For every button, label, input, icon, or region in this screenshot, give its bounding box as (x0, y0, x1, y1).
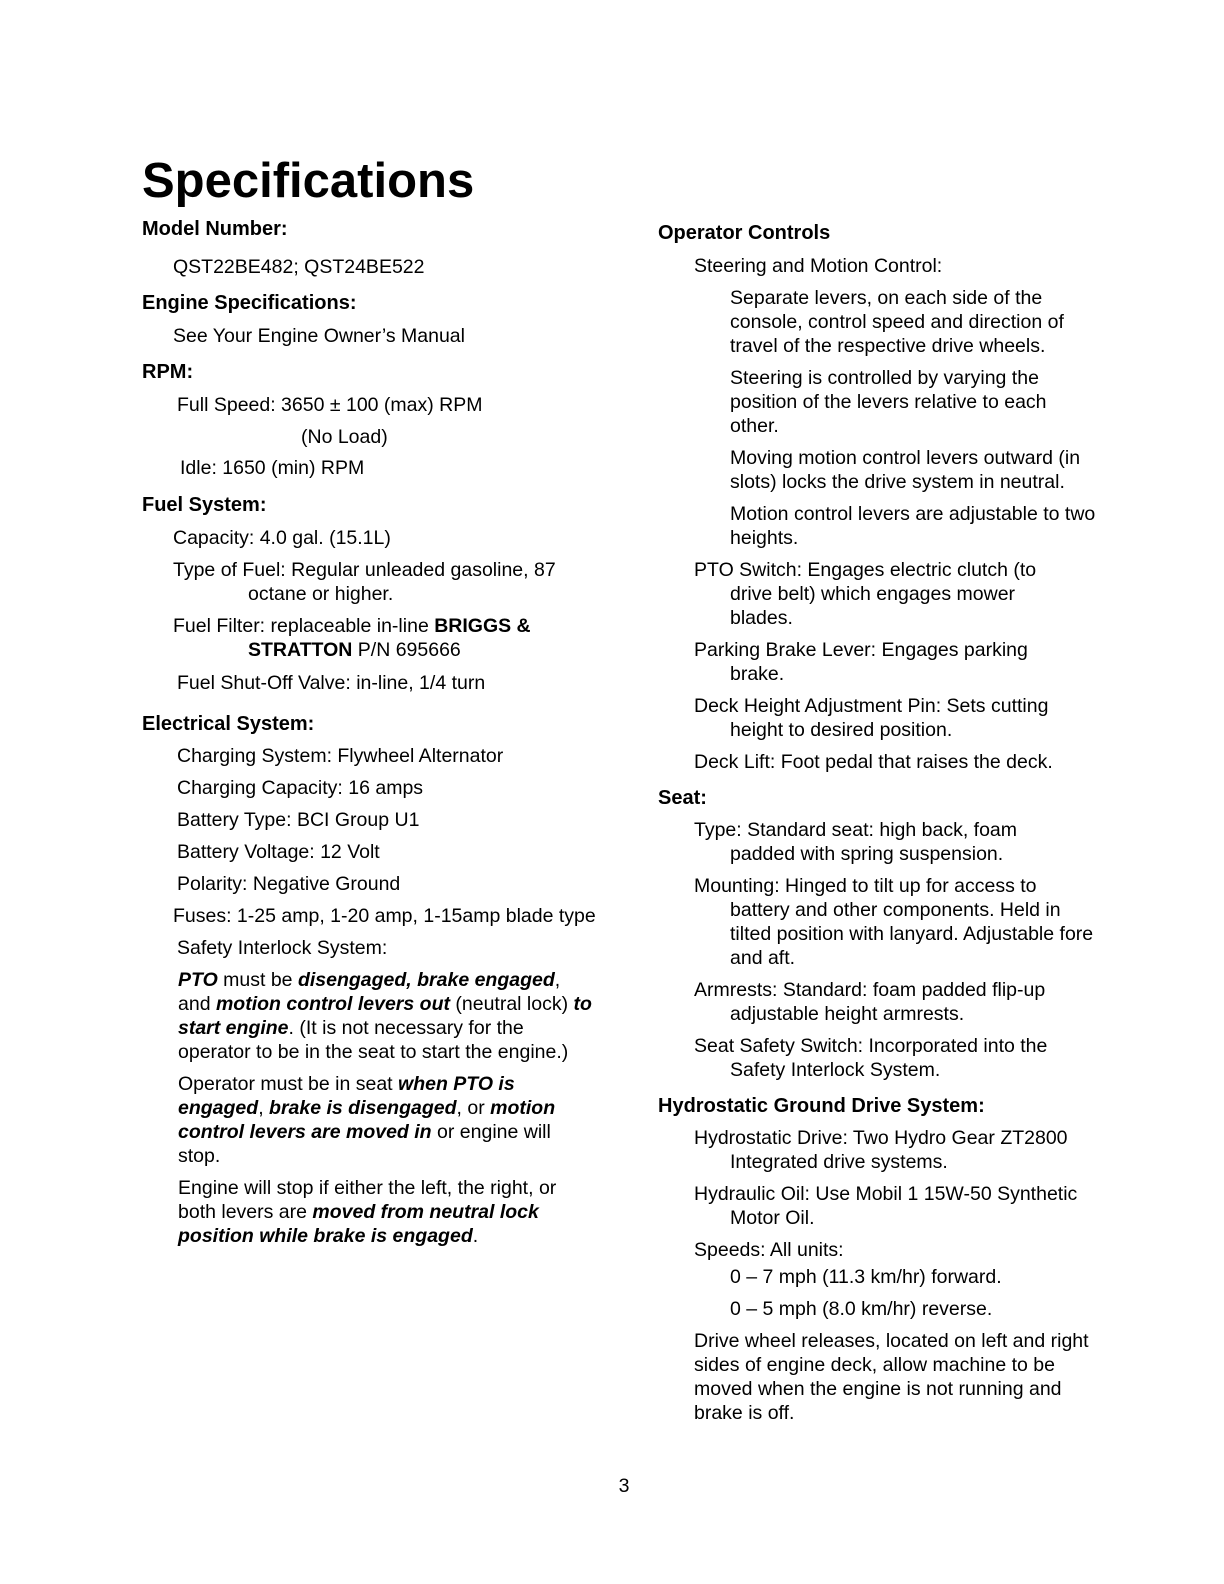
hydrostatic-drive: Hydrostatic Drive: Two Hydro Gear ZT2800 Integrated drive systems. (694, 1127, 1068, 1173)
polarity: Polarity: Negative Ground (177, 873, 401, 895)
drive-wheel-releases: Drive wheel releases, located on left and right sides of engine deck, allow machine to be moved when the engine is not running and brake is off. (694, 1330, 1089, 1424)
fuel-type: Type of Fuel: Regular unleaded gasoline, 87 octane or higher. (173, 559, 556, 605)
safety-paragraph-operator: Operator must be in seat when PTO is engaged, brake is disengaged, or motion control levers are moved in or engine will stop. (178, 1073, 556, 1167)
steering-item-2: Steering is controlled by varying the position of the levers relative to each other. (730, 367, 1047, 437)
model-value: QST22BE482; QST24BE522 (173, 256, 425, 278)
safety-paragraph-start: PTO must be disengaged, brake engaged, and motion control levers out (neutral lock) to start engine. (It is not necessary for the operator to be in the seat to start the engine.) (178, 969, 592, 1063)
seat-mounting: Mounting: Hinged to tilt up for access to battery and other components. Held in tilted position with lanyard. Adjustable fore and aft. (694, 875, 1094, 969)
hydrostatic-heading: Hydrostatic Ground Drive System: (658, 1095, 985, 1117)
model-heading: Model Number: (142, 218, 288, 240)
speeds-label: Speeds: All units: (694, 1239, 844, 1261)
safety-paragraph-levers: Engine will stop if either the left, the right, or both levers are moved from neutral lock position while brake is engaged. (178, 1177, 557, 1247)
deck-height-pin: Deck Height Adjustment Pin: Sets cutting height to desired position. (694, 695, 1049, 741)
rpm-heading: RPM: (142, 361, 194, 383)
deck-lift: Deck Lift: Foot pedal that raises the deck. (694, 751, 1053, 773)
seat-heading: Seat: (658, 787, 707, 809)
rpm-idle: Idle: 1650 (min) RPM (180, 457, 365, 479)
page-number: 3 (618, 1475, 630, 1497)
hydraulic-oil: Hydraulic Oil: Use Mobil 1 15W-50 Synthetic Motor Oil. (694, 1183, 1078, 1229)
fuel-capacity: Capacity: 4.0 gal. (15.1L) (173, 527, 391, 549)
engine-value: See Your Engine Owner’s Manual (173, 325, 465, 347)
right-column (658, 212, 1128, 1425)
speed-forward: 0 – 7 mph (11.3 km/hr) forward. (730, 1266, 1002, 1288)
speed-reverse: 0 – 5 mph (8.0 km/hr) reverse. (730, 1298, 993, 1320)
armrests: Armrests: Standard: foam padded flip-up adjustable height armrests. (694, 979, 1046, 1025)
steering-item-1: Separate levers, on each side of the console, control speed and direction of travel of the respective drive wheels. (730, 287, 1064, 357)
charging-system: Charging System: Flywheel Alternator (177, 745, 504, 767)
engine-heading: Engine Specifications: (142, 292, 357, 314)
operator-controls-heading: Operator Controls (658, 222, 831, 244)
steering-label: Steering and Motion Control: (694, 255, 943, 277)
safety-interlock-label: Safety Interlock System: (177, 937, 388, 959)
pto-switch: PTO Switch: Engages electric clutch (to drive belt) which engages mower blades. (694, 559, 1037, 629)
page-title: Specifications (142, 154, 475, 208)
battery-type: Battery Type: BCI Group U1 (177, 809, 420, 831)
fuel-heading: Fuel System: (142, 494, 267, 516)
battery-voltage: Battery Voltage: 12 Volt (177, 841, 380, 863)
left-column (142, 212, 612, 1248)
electrical-heading: Electrical System: (142, 713, 315, 735)
steering-item-4: Motion control levers are adjustable to two heights. (730, 503, 1096, 549)
seat-safety-switch: Seat Safety Switch: Incorporated into the Safety Interlock System. (694, 1035, 1048, 1081)
fuses: Fuses: 1-25 amp, 1-20 amp, 1-15amp blade type (173, 905, 596, 927)
rpm-no-load: (No Load) (301, 426, 388, 448)
fuel-filter: Fuel Filter: replaceable in-line BRIGGS & STRATTON P/N 695666 (173, 615, 531, 661)
fuel-shutoff: Fuel Shut-Off Valve: in-line, 1/4 turn (177, 672, 486, 694)
parking-brake-lever: Parking Brake Lever: Engages parking brake. (694, 639, 1028, 685)
charging-capacity: Charging Capacity: 16 amps (177, 777, 424, 799)
rpm-full-speed: Full Speed: 3650 ± 100 (max) RPM (177, 394, 483, 416)
steering-item-3: Moving motion control levers outward (in slots) locks the drive system in neutral. (730, 447, 1081, 493)
seat-type: Type: Standard seat: high back, foam padded with spring suspension. (694, 819, 1018, 865)
